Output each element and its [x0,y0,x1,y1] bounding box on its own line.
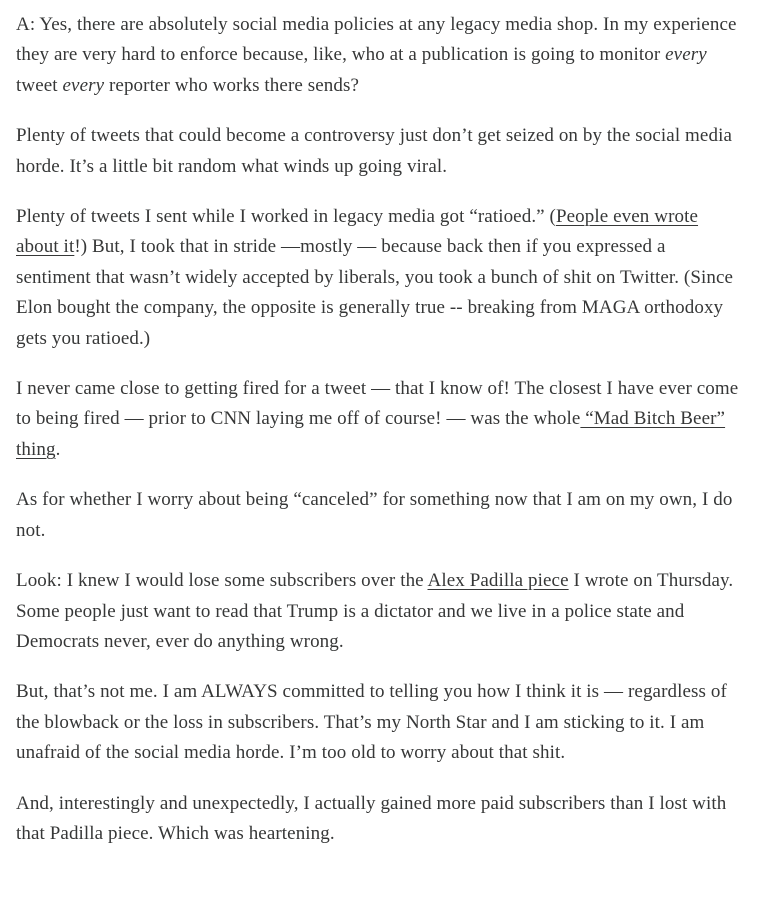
paragraph-text: I never came close to getting fired for a tweet — that I know of! The closest I have ever come to being fired — prior to CNN laying me off of course! — was the whole [16,378,739,430]
paragraph-padilla-piece [16,566,743,657]
paragraph-text: Plenty of tweets that could become a controversy just don’t get seized on by the social media horde. It’s a little bit random what winds up going viral. [16,125,732,177]
paragraph-gained-subscribers [16,789,743,850]
paragraph-getting-fired [16,374,743,465]
paragraph-text: As for whether I worry about being “canceled” for something now that I am on my own, I do not. [16,489,733,541]
paragraph-controversy [16,121,743,182]
paragraph-text: And, interestingly and unexpectedly, I actually gained more paid subscribers than I lost with that Padilla piece. Which was heartening. [16,792,727,844]
emphasis-every: every [665,44,707,66]
paragraph-text: But, that’s not me. I am ALWAYS committed to telling you how I think it is — regardless of the blowback or the loss in subscribers. That’s my North Star and I am sticking to it. I am unafraid of the social media horde. I’m too old to worry about that shit. [16,681,727,764]
paragraph-social-media-policies [16,10,743,101]
paragraph-text: reporter who works there sends? [104,74,360,96]
paragraph-text: A: Yes, there are absolutely social media policies at any legacy media shop. In my experience they are very hard to enforce because, like, who at a publication is going to monitor [16,14,737,66]
paragraph-ratioed [16,202,743,354]
emphasis-every: every [62,74,105,96]
paragraph-text: !) But, I took that in stride —mostly — because back then if you expressed a sentiment that wasn’t widely accepted by liberals, you took a bunch of shit on Twitter. (Since Elon bought the company, the opposite is generally true -- breaking from MAGA orthodoxy gets you ratioed.) [16,236,734,349]
paragraph-text: . [55,438,61,460]
paragraph-text: I wrote on Thursday. Some people just want to read that Trump is a dictator and we live in a police state and Democrats never, ever do anything wrong. [16,570,734,652]
mad-bitch-beer-link[interactable]: “Mad Bitch Beer” thing [16,408,726,460]
paragraph-text: Look: I knew I would lose some subscribers over the [16,570,428,592]
alex-padilla-piece-link[interactable]: Alex Padilla piece [427,570,569,592]
paragraph-canceled [16,485,743,546]
paragraph-text: Plenty of tweets I sent while I worked in legacy media got “ratioed.” ( [16,206,556,228]
paragraph-text: tweet [16,74,63,96]
people-wrote-about-it-link[interactable]: People even wrote about it [16,206,699,258]
paragraph-north-star [16,677,743,768]
